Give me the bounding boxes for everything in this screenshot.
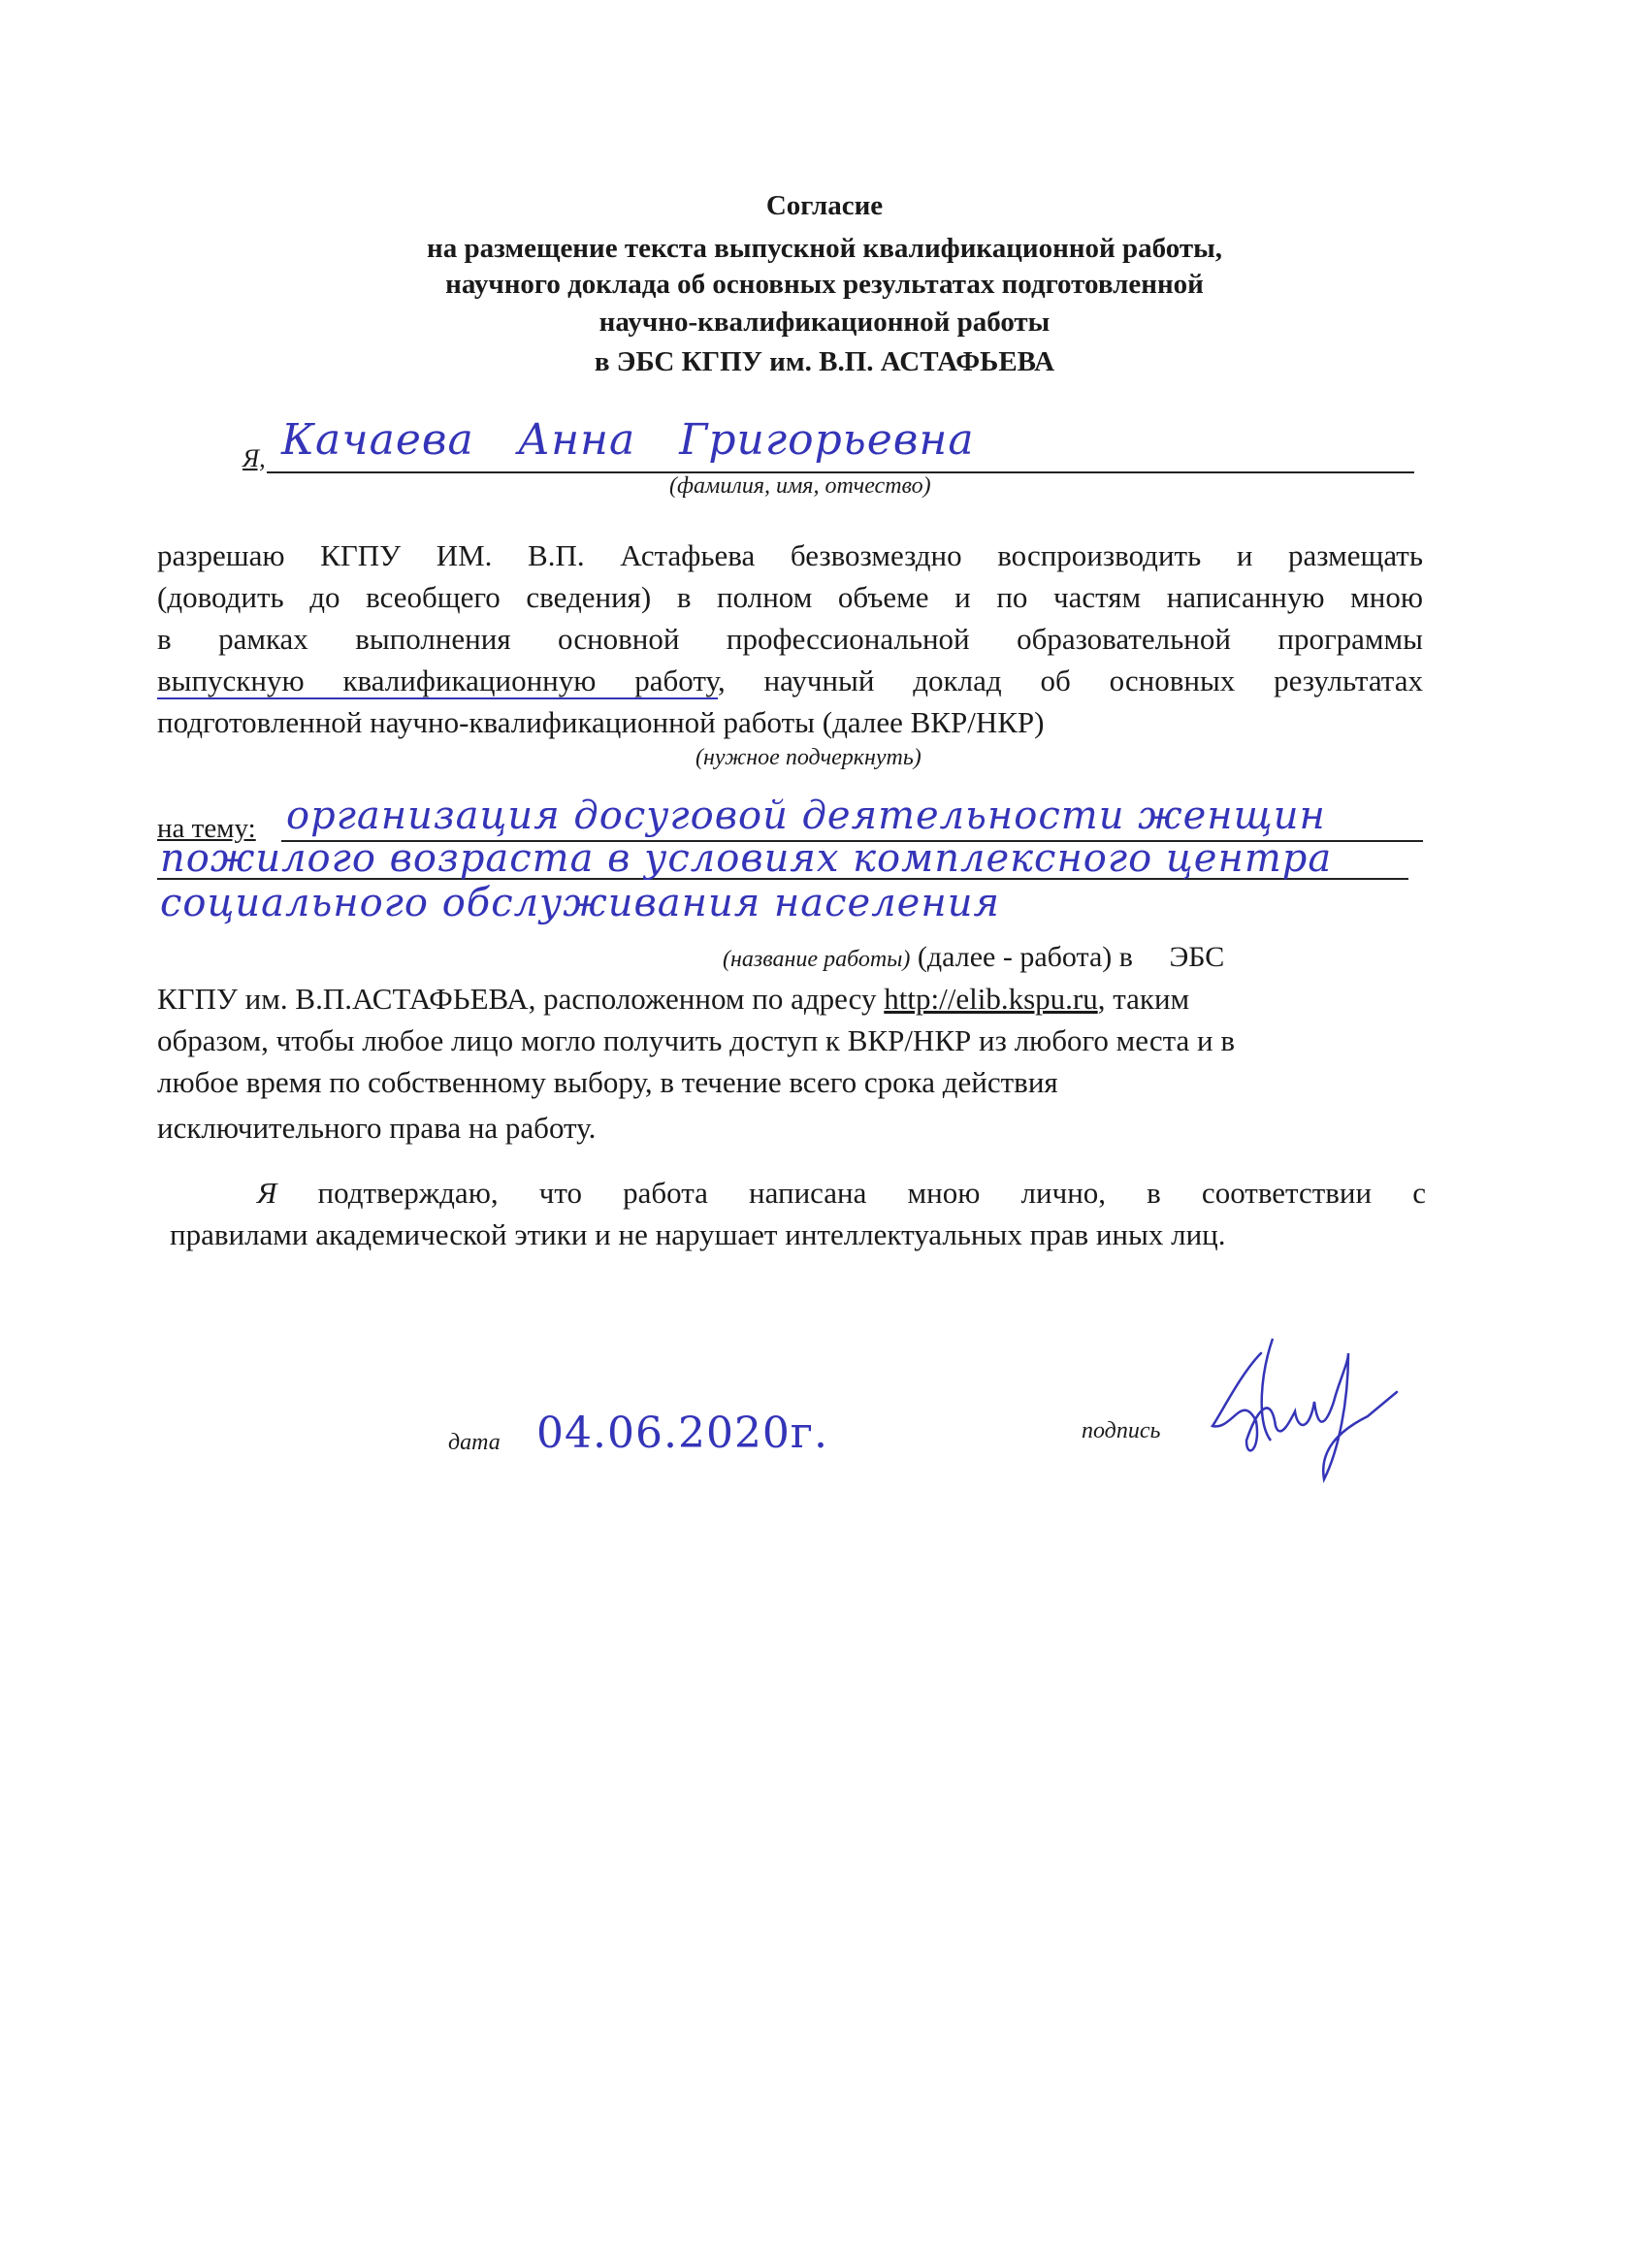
title-subheading-4: в ЭБС КГПУ им. В.П. АСТАФЬЕВА: [594, 346, 1055, 377]
body-line: подготовленной научно-квалификационной работы (далее ВКР/НКР): [157, 705, 1045, 739]
confirm-text: подтверждаю, что работа написана мною лично, в соответствии с: [276, 1176, 1426, 1210]
body-line: (доводить до всеобщего сведения) в полном объеме и по частям написанную мною: [157, 580, 1423, 614]
underline-hint: (нужное подчеркнуть): [695, 745, 922, 770]
topic-handwritten-line: пожилого возраста в условиях комплексного центра: [160, 836, 1333, 881]
body-text: , таким: [1097, 982, 1190, 1016]
elib-link[interactable]: http://elib.kspu.ru: [884, 982, 1098, 1016]
date-label: дата: [448, 1430, 501, 1455]
topic-caption-rest: (далее - работа) в ЭБС: [910, 941, 1225, 973]
body-text: КГПУ им. В.П.АСТАФЬЕВА, расположенном по адресу: [157, 982, 885, 1016]
body-line-rest: , научный доклад об основных результатах: [717, 664, 1423, 697]
body-line: [157, 982, 1423, 1017]
signature-label: подпись: [1082, 1418, 1161, 1443]
topic-caption-row: [723, 941, 1224, 974]
signature-image: [1203, 1334, 1436, 1484]
body-line: образом, чтобы любое лицо могло получить доступ к ВКР/НКР из любого места и в: [157, 1023, 1235, 1057]
confirm-line: [257, 1176, 1426, 1211]
date-handwritten-value: 04.06.2020г.: [536, 1409, 828, 1458]
topic-label: на тему:: [157, 813, 256, 844]
body-line: в рамках выполнения основной профессиональной образовательной программы: [157, 622, 1423, 656]
topic-caption: (название работы): [723, 947, 911, 972]
topic-handwritten-line: социального обслуживания населения: [160, 881, 1000, 925]
body-line: исключительного права на работу.: [157, 1111, 597, 1145]
topic-handwritten-line: организация досуговой деятельности женщин: [286, 794, 1326, 838]
body-line: любое время по собственному выбору, в течение всего срока действия: [157, 1065, 1058, 1099]
selected-option-underlined: выпускную квалификационную работу: [157, 664, 718, 697]
title-subheading-3: научно-квалификационной работы: [598, 307, 1051, 338]
body-line: [157, 664, 1423, 698]
title-heading: Согласие: [765, 190, 884, 221]
title-subheading-1: на размещение текста выпускной квалификационной работы,: [427, 233, 1222, 264]
title-subheading-2: научного доклада об основных результатах подготовленной: [445, 269, 1204, 300]
confirm-first-word: Я: [257, 1176, 277, 1210]
body-line: разрешаю КГПУ ИМ. В.П. Астафьева безвозмездно воспроизводить и размещать: [157, 538, 1423, 572]
name-handwritten-value: Качаева Анна Григорьевна: [281, 415, 975, 465]
name-caption: (фамилия, имя, отчество): [669, 473, 931, 499]
confirm-line: правилами академической этики и не нарушает интеллектуальных прав иных лиц.: [170, 1217, 1226, 1251]
name-prefix: Я,: [242, 444, 266, 472]
